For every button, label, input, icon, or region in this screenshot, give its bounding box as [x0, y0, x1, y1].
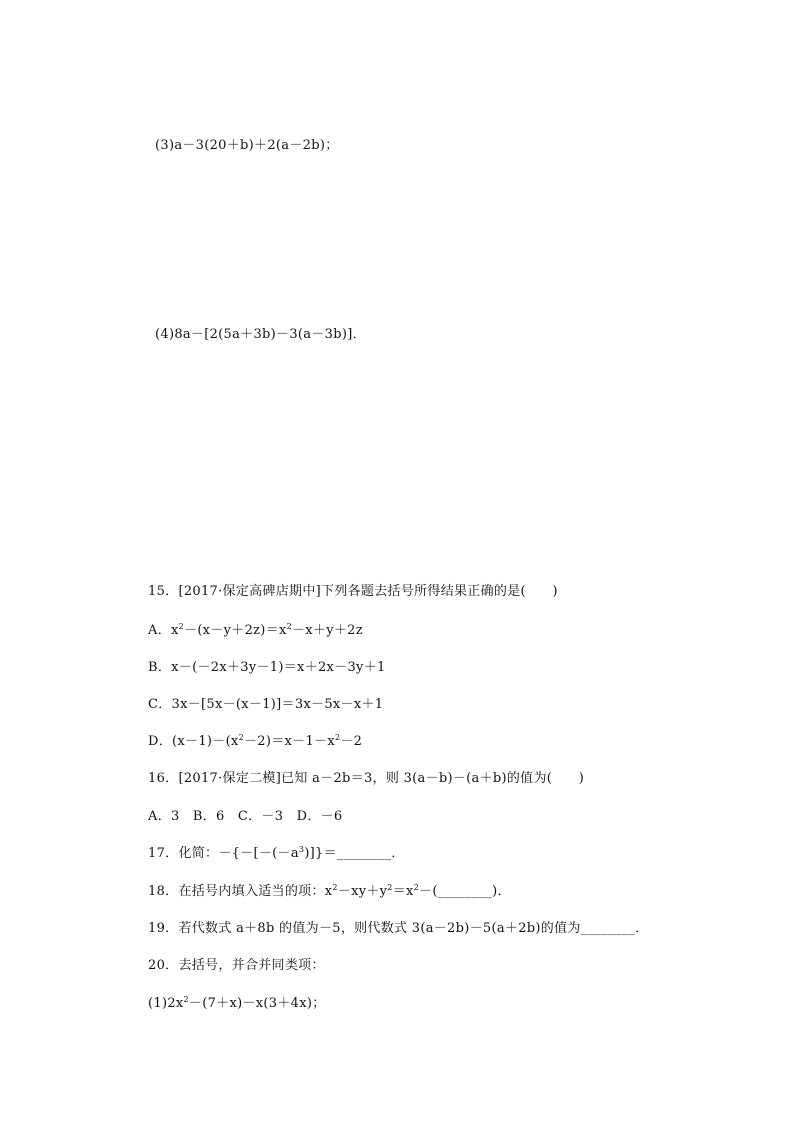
question-17: 17．化简：$-\{-[-(-a^3)]\}=\_\_\_\_\_\_\_\_$． — [148, 845, 405, 861]
question-20-stem: 20．去括号，并合并同类项： — [148, 958, 325, 973]
question-15-stem: 15．[2017·保定高碑店期中]下列各题去括号所得结果正确的是( ) — [148, 584, 558, 599]
problem-14-part-3: (3)a－3(20＋b)＋2(a－2b)； — [155, 138, 339, 153]
question-18: 18．在括号内填入适当的项：$x^2-xy+y^2=x^2-(\_\_\_\_\_\_\_\_)$． — [148, 883, 511, 899]
question-16-options: A．3 B．6 C．－3 D．－6 — [148, 809, 343, 824]
question-15-option-b: B．x－(－2x＋3y－1)＝x＋2x－3y＋1 — [148, 660, 386, 675]
problem-14-part-4: (4)8a－[2(5a＋3b)－3(a－3b)]． — [155, 327, 366, 342]
question-16-stem: 16．[2017·保定二模]已知 a－2b＝3，则 3(a－b)－(a＋b)的值为( ) — [148, 771, 585, 786]
question-15-option-c: C．3x－[5x－(x－1)]＝3x－5x－x＋1 — [148, 697, 384, 712]
question-15-option-a: A．$x^2-(x-y+2z)=x^2-x+y+2z$ — [148, 622, 363, 638]
question-19: 19．若代数式 a＋8b 的值为－5，则代数式 3(a－2b)－5(a＋2b)的值为________． — [148, 921, 649, 936]
question-20-part-1: $(1)2x^2-(7+x)-x(3+4x)$； — [148, 995, 326, 1011]
question-15-option-d: D．$(x-1)-(x^2-2)=x-1-x^2-2$ — [148, 733, 363, 749]
